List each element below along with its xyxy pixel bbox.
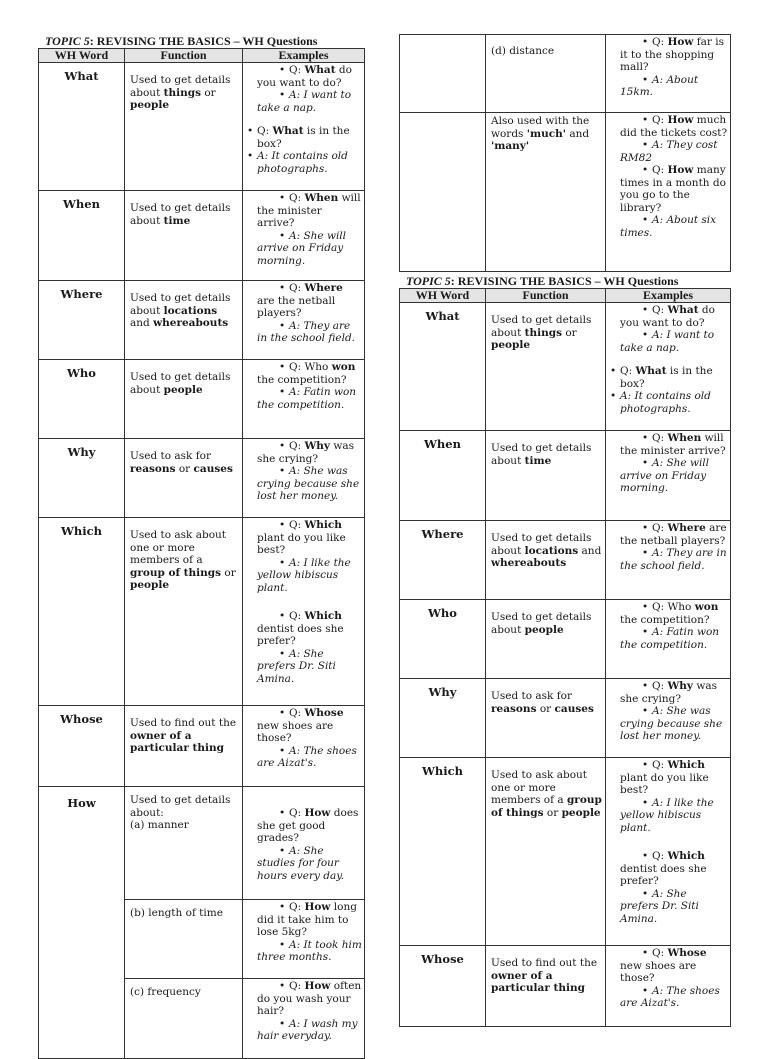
examples-list — [247, 519, 362, 685]
function-text: Also used with the words — [491, 115, 590, 140]
question-keyword: How — [667, 164, 694, 176]
question-keyword: When — [304, 192, 339, 204]
function-keyword: whereabouts — [153, 317, 229, 329]
function-keyword: owner of a particular thing — [491, 969, 585, 994]
function-keyword: things — [524, 326, 562, 339]
table-row — [400, 600, 731, 679]
title-rest: : REVISING THE BASICS – WH Questions — [450, 274, 679, 288]
function-cell: Used to get details about: (a) manner — [125, 787, 243, 900]
function-text: Used to get details about — [130, 292, 231, 317]
wh-word-cell: Whose — [400, 946, 486, 1027]
function-keyword: time — [163, 214, 191, 227]
wh-word-cell: Which — [400, 758, 486, 946]
examples-cell — [243, 979, 365, 1059]
wh-word-cell: Who — [39, 360, 125, 439]
function-keyword: group of things — [491, 794, 602, 819]
examples-cell — [606, 600, 731, 679]
example-question: • Q: Why was she crying? — [247, 440, 362, 465]
function-keyword: people — [491, 339, 531, 351]
function-cell — [125, 518, 243, 706]
function-text: Used to find out the — [491, 957, 598, 969]
wh-word-cell: What — [39, 63, 125, 191]
example-question: • Q: Whose new shoes are those? — [247, 707, 362, 745]
function-keyword: people — [130, 99, 170, 111]
function-cell — [125, 191, 243, 281]
table-row — [39, 191, 365, 281]
function-cell — [486, 758, 606, 946]
examples-cell — [606, 679, 731, 758]
function-keyword: people — [163, 383, 203, 396]
function-keyword: owner of a particular thing — [130, 729, 224, 754]
table-row — [400, 303, 731, 431]
function-text: Used to find out the — [130, 717, 237, 729]
example-answer: • A: About 15km. — [610, 74, 728, 99]
example-question: • Q: Who won the competition? — [247, 361, 362, 386]
example-answer: • A: She will arrive on Friday morning. — [247, 230, 362, 268]
example-question: • Q: What do you want to do? — [247, 64, 362, 89]
example-question: • Q: Which plant do you like best? — [610, 759, 728, 797]
example-question: • Q: How far is it to the shopping mall? — [610, 36, 728, 74]
question-keyword: Whose — [304, 707, 344, 719]
question-keyword: Which — [667, 850, 705, 862]
function-text: Used to get details about — [491, 611, 592, 636]
function-keyword: locations — [163, 304, 218, 317]
example-answer: • A: I want to take a nap. — [610, 329, 728, 354]
table-row — [400, 431, 731, 521]
function-text: Used to get details about — [130, 371, 231, 396]
question-keyword: How — [304, 980, 331, 992]
function-text: or — [543, 806, 562, 819]
function-cell — [125, 439, 243, 518]
examples-list — [247, 440, 362, 503]
table-row — [400, 521, 731, 600]
function-keyword: reasons — [491, 702, 537, 715]
function-text: and — [578, 544, 602, 557]
examples-cell — [606, 35, 731, 113]
example-answer: • A: She was crying because she lost her money. — [247, 465, 362, 503]
question-keyword: Why — [667, 680, 694, 692]
function-keyword: group of things — [130, 566, 222, 579]
example-answer: • A: Fatin won the competition. — [247, 386, 362, 411]
function-keyword: reasons — [130, 462, 176, 475]
function-cell: (c) frequency — [125, 979, 243, 1059]
examples-cell — [243, 439, 365, 518]
wh-word-cell: Which — [39, 518, 125, 706]
table-row — [400, 679, 731, 758]
example-answer: • A: It contains old photographs. — [247, 150, 362, 175]
example-question: • Q: Why was she crying? — [610, 680, 728, 705]
table-row — [400, 113, 731, 272]
example-answer: • A: The shoes are Aizat's. — [610, 985, 728, 1010]
example-answer: • A: About six times. — [610, 214, 728, 239]
wh-table — [38, 48, 365, 1059]
function-cell — [486, 113, 606, 272]
examples-list — [247, 64, 362, 175]
header-row — [400, 289, 731, 303]
question-keyword: Which — [304, 519, 342, 531]
function-text: Used to ask for — [130, 450, 211, 462]
function-text: and — [565, 127, 590, 140]
function-text: Used to get details about — [130, 74, 231, 99]
example-answer: • A: They are in the school field. — [247, 320, 362, 345]
example-answer: • A: She was crying because she lost her money. — [610, 705, 728, 743]
examples-list — [247, 807, 362, 882]
wh-word-cell: How — [39, 787, 125, 1059]
example-answer: • A: The shoes are Aizat's. — [247, 745, 362, 770]
examples-list — [610, 601, 728, 651]
example-question: • Q: When will the minister arrive? — [247, 192, 362, 230]
question-keyword: Where — [304, 282, 343, 294]
function-text: Used to ask about one or more members of a — [130, 529, 227, 566]
example-answer: • A: They are in the school field. — [610, 547, 728, 572]
function-cell: (b) length of time — [125, 900, 243, 979]
right-page — [399, 274, 731, 1027]
wh-word-cell — [400, 113, 486, 272]
question-keyword: Why — [304, 440, 331, 452]
table-row — [400, 946, 731, 1027]
examples-cell — [606, 303, 731, 431]
examples-cell — [606, 113, 731, 272]
example-answer: • A: Fatin won the competition. — [610, 626, 728, 651]
function-cell — [486, 679, 606, 758]
function-keyword: people — [130, 579, 170, 591]
example-question: • Q: Where are the netball players? — [247, 282, 362, 320]
example-question: • Q: How much did the tickets cost? — [610, 114, 728, 139]
table-row — [39, 706, 365, 787]
examples-cell — [606, 946, 731, 1027]
function-keyword: causes — [193, 462, 233, 475]
function-keyword: 'much' — [526, 127, 566, 140]
function-text: or — [175, 462, 194, 475]
example-question: • Q: How many times in a month do you go to the library? — [610, 164, 728, 214]
examples-cell — [243, 706, 365, 787]
question-keyword: won — [331, 361, 356, 373]
function-text: Used to get details about — [491, 442, 592, 467]
function-text: Used to get details about — [130, 202, 231, 227]
examples-list — [610, 432, 728, 495]
examples-list — [610, 522, 728, 572]
examples-cell — [243, 63, 365, 191]
examples-cell — [243, 518, 365, 706]
function-cell — [486, 35, 606, 113]
examples-list — [610, 114, 728, 239]
example-answer: • A: She prefers Dr. Siti Amina. — [610, 888, 728, 926]
examples-cell — [606, 758, 731, 946]
examples-list — [610, 36, 728, 99]
question-keyword: What — [272, 125, 304, 137]
page-title — [38, 34, 365, 48]
examples-cell — [243, 900, 365, 979]
function-keyword: time — [524, 454, 552, 467]
examples-list — [610, 759, 728, 925]
example-question: • Q: What is in the box? — [610, 365, 728, 390]
title-rest: : REVISING THE BASICS – WH Questions — [89, 34, 318, 48]
function-cell — [125, 281, 243, 360]
right-continuation — [399, 34, 731, 272]
function-cell — [486, 303, 606, 431]
wh-word-cell: Where — [400, 521, 486, 600]
function-text: or — [536, 702, 555, 715]
wh-table-right — [399, 288, 731, 1027]
examples-list — [247, 282, 362, 345]
how-continuation-table — [399, 34, 731, 272]
header-examples: Examples — [243, 49, 365, 63]
wh-word-cell: What — [400, 303, 486, 431]
question-keyword: How — [667, 114, 694, 126]
function-cell — [486, 600, 606, 679]
question-keyword: What — [635, 365, 667, 377]
examples-cell — [606, 431, 731, 521]
example-question: • Q: Which plant do you like best? — [247, 519, 362, 557]
example-answer: • A: She prefers Dr. Siti Amina. — [247, 648, 362, 686]
wh-word-cell — [400, 35, 486, 113]
example-answer: • A: She studies for four hours every day. — [247, 845, 362, 883]
table-row — [39, 63, 365, 191]
function-cell — [125, 63, 243, 191]
wh-word-cell: When — [39, 191, 125, 281]
example-question: • Q: When will the minister arrive? — [610, 432, 728, 457]
function-text: (d) distance — [491, 45, 555, 57]
example-answer: • A: I want to take a nap. — [247, 89, 362, 114]
function-cell — [486, 431, 606, 521]
header-row — [39, 49, 365, 63]
function-keyword: whereabouts — [491, 557, 567, 569]
function-keyword: things — [163, 86, 201, 99]
table-row — [400, 758, 731, 946]
title-topic: TOPIC 5 — [406, 274, 451, 288]
example-question: • Q: Who won the competition? — [610, 601, 728, 626]
examples-list — [610, 304, 728, 415]
examples-list — [247, 901, 362, 964]
header-examples: Examples — [606, 289, 731, 303]
example-gap — [247, 594, 362, 610]
example-question: • Q: How does she get good grades? — [247, 807, 362, 845]
example-answer: • A: She will arrive on Friday morning. — [610, 457, 728, 495]
function-keyword: causes — [554, 702, 594, 715]
wh-word-cell: Why — [39, 439, 125, 518]
examples-list — [247, 361, 362, 411]
example-gap — [610, 834, 728, 850]
example-question: • Q: Where are the netball players? — [610, 522, 728, 547]
question-keyword: Which — [304, 610, 342, 622]
example-answer: • A: It took him three months. — [247, 939, 362, 964]
wh-word-cell: Whose — [39, 706, 125, 787]
example-question: • Q: How long did it take him to lose 5kg? — [247, 901, 362, 939]
question-keyword: Which — [667, 759, 705, 771]
function-keyword: locations — [524, 544, 579, 557]
function-text: Used to get details about — [491, 532, 592, 557]
example-question: • Q: How often do you wash your hair? — [247, 980, 362, 1018]
function-cell — [125, 706, 243, 787]
function-keyword: people — [561, 806, 601, 819]
left-page — [38, 34, 365, 1059]
examples-cell — [606, 521, 731, 600]
header-function: Function — [486, 289, 606, 303]
function-cell — [486, 521, 606, 600]
example-answer: • A: I like the yellow hibiscus plant. — [610, 797, 728, 835]
function-keyword: 'many' — [491, 140, 530, 152]
wh-word-cell: When — [400, 431, 486, 521]
function-text: or — [562, 326, 577, 339]
wh-word-cell: Where — [39, 281, 125, 360]
question-keyword: won — [694, 601, 719, 613]
question-keyword: How — [667, 36, 694, 48]
question-keyword: What — [304, 64, 336, 76]
example-question: • Q: What do you want to do? — [610, 304, 728, 329]
example-answer: • A: They cost RM82 — [610, 139, 728, 164]
table-row — [39, 518, 365, 706]
header-wh-word: WH Word — [400, 289, 486, 303]
example-question: • Q: Whose new shoes are those? — [610, 947, 728, 985]
function-text: or — [221, 566, 236, 579]
examples-cell — [243, 360, 365, 439]
table-row — [39, 281, 365, 360]
examples-cell — [243, 191, 365, 281]
question-keyword: How — [304, 807, 331, 819]
function-text: and — [130, 317, 154, 329]
header-wh-word: WH Word — [39, 49, 125, 63]
table-row — [39, 360, 365, 439]
page-title-right — [399, 274, 731, 288]
header-function: Function — [125, 49, 243, 63]
example-answer: • A: I wash my hair everyday. — [247, 1018, 362, 1043]
example-question: • Q: Which dentist does she prefer? — [247, 610, 362, 648]
wh-word-cell: Who — [400, 600, 486, 679]
examples-list — [247, 707, 362, 770]
function-text: Used to get details about — [491, 314, 592, 339]
question-keyword: When — [667, 432, 702, 444]
table-row — [400, 35, 731, 113]
examples-list — [247, 192, 362, 267]
function-cell — [125, 360, 243, 439]
example-question: • Q: What is in the box? — [247, 125, 362, 150]
examples-cell — [243, 787, 365, 900]
examples-list — [610, 680, 728, 743]
example-answer: • A: I like the yellow hibiscus plant. — [247, 557, 362, 595]
table-row — [39, 787, 365, 900]
example-question: • Q: Which dentist does she prefer? — [610, 850, 728, 888]
example-gap — [610, 354, 728, 365]
question-keyword: Whose — [667, 947, 707, 959]
question-keyword: How — [304, 901, 331, 913]
function-text: Used to ask about one or more members of a — [491, 769, 588, 806]
examples-list — [247, 980, 362, 1043]
example-gap — [247, 114, 362, 125]
example-answer: • A: It contains old photographs. — [610, 390, 728, 415]
examples-list — [610, 947, 728, 1010]
function-text: or — [201, 86, 216, 99]
function-keyword: people — [524, 623, 564, 636]
wh-word-cell: Why — [400, 679, 486, 758]
examples-cell — [243, 281, 365, 360]
question-keyword: Where — [667, 522, 706, 534]
function-text: Used to ask for — [491, 690, 572, 702]
title-topic: TOPIC 5 — [45, 34, 90, 48]
question-keyword: What — [667, 304, 699, 316]
function-cell — [486, 946, 606, 1027]
table-row — [39, 439, 365, 518]
